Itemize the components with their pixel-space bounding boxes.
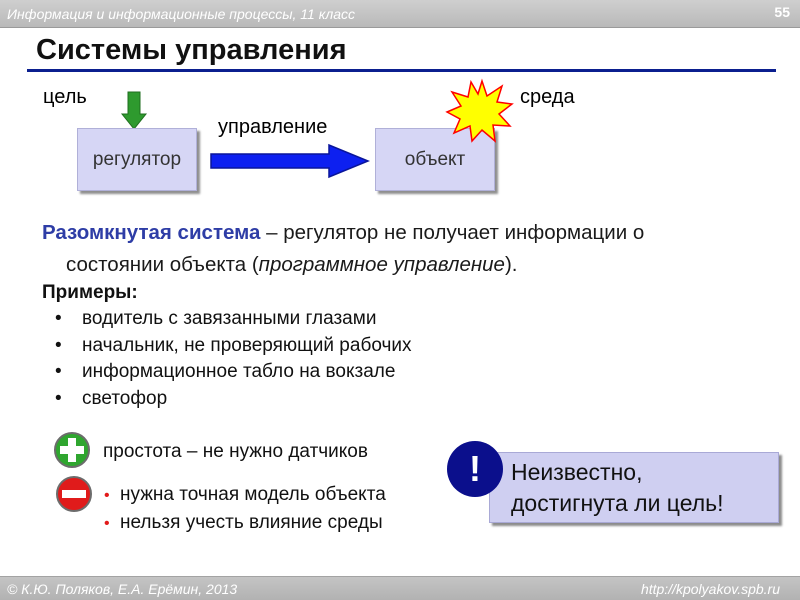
list-item: • водитель с завязанными глазами [55,308,377,329]
con-text: нельзя учесть влияние среды [120,511,383,533]
example-text: водитель с завязанными глазами [82,308,377,329]
regulator-box [77,128,197,191]
environment-label: среда [520,86,575,108]
definition-italic: программное управление [258,253,505,276]
example-text: начальник, не проверяющий рабочих [82,334,412,356]
minus-icon [55,475,93,513]
goal-label: цель [43,86,87,108]
list-item: • начальник, не проверяющий рабочих [55,334,412,356]
example-text: светофор [82,387,168,409]
list-item: • нужна точная модель объекта [104,484,386,505]
slide-title: Системы управления [36,34,347,66]
definition-text-end: ). [504,253,518,276]
goal-arrow-icon [121,92,147,130]
definition-text-start: состоянии объекта ( [66,253,259,276]
footer-url[interactable]: http://kpolyakov.spb.ru [640,581,780,597]
footer-bar [0,576,800,600]
warning-line-2: достигнута ли цель! [511,490,724,516]
examples-heading: Примеры: [42,282,138,303]
examples-list [55,306,412,412]
list-item: • информационное табло на вокзале [55,361,396,382]
footer-authors: © К.Ю. Поляков, Е.А. Ерёмин, 2013 [7,581,238,597]
exclamation-mark: ! [469,448,481,489]
environment-burst-icon [446,80,512,142]
con-text: нужна точная модель объекта [120,484,386,505]
control-label: управление [218,116,328,138]
definition-text: – регулятор не получает информации о [260,221,645,244]
list-item: • светофор [55,387,168,409]
example-text: информационное табло на вокзале [82,361,396,382]
object-label: объект [404,148,466,170]
regulator-label: регулятор [92,148,182,170]
title-underline [27,69,776,72]
warning-callout [489,452,779,523]
pros-text: простота – не нужно датчиков [103,441,368,462]
definition-line-1 [42,217,782,249]
plus-icon [53,431,91,469]
page-number: 55 [774,4,790,20]
cons-list [104,482,386,537]
warning-line-1: Неизвестно, [511,459,643,485]
control-arrow-icon [208,144,370,178]
list-item: • нельзя учесть влияние среды [104,511,383,533]
definition-term: Разомкнутая система [42,221,261,244]
definition-paragraph [42,217,782,281]
header-bar [0,0,800,28]
exclamation-icon [446,440,504,498]
definition-line-2 [42,249,782,281]
course-title: Информация и информационные процессы, 11 класс [7,6,356,22]
